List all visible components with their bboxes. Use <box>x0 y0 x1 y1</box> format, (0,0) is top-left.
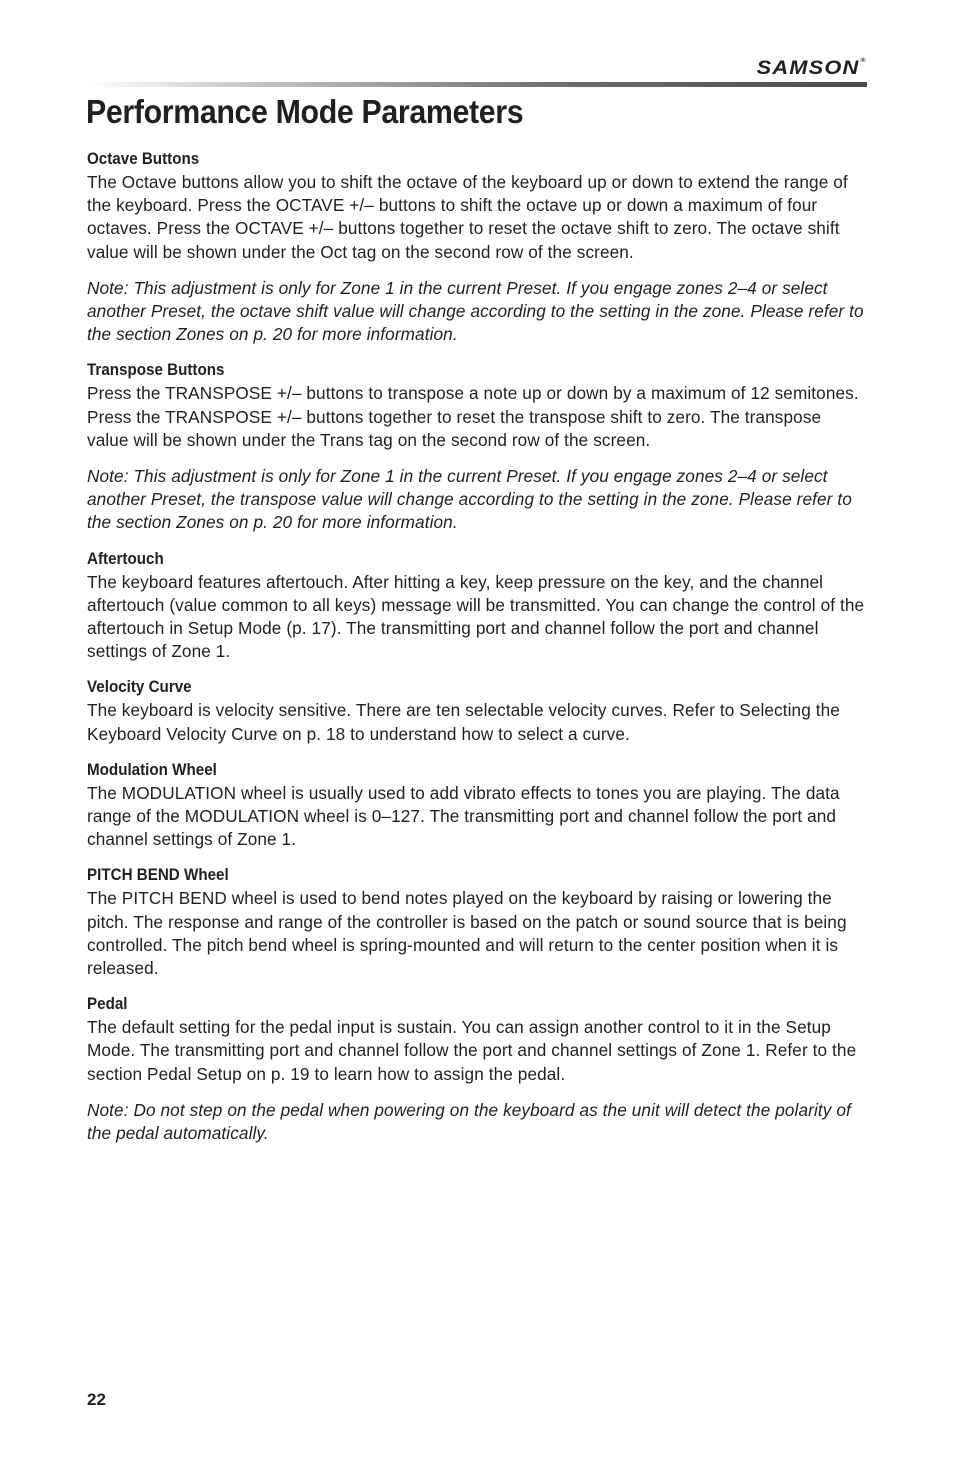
section-velocity-curve <box>87 676 867 745</box>
section-heading: Octave Buttons <box>87 150 200 168</box>
samson-logo <box>757 58 867 80</box>
section-body: The Octave buttons allow you to shift the octave of the keyboard up or down to extend the range of the keyboard. Press the OCTAVE +/– buttons to shift the octave up or down a maximum of four octaves. Press the OCTAVE +/– buttons together to reset the octave shift to zero. The octave shift value will be shown under the Oct tag on the second row of the screen. <box>87 172 848 262</box>
section-aftertouch <box>87 548 867 664</box>
main-content <box>87 148 867 1158</box>
section-heading: PITCH BEND Wheel <box>87 866 229 885</box>
section-body: The MODULATION wheel is usually used to add vibrato effects to tones you are playing. The data range of the MODULATION wheel is 0–127. The transmitting port and channel follow the port and channel settings of Zone 1. <box>87 782 840 850</box>
section-heading: Transpose Buttons <box>87 361 225 380</box>
section-body: The default setting for the pedal input is sustain. You can assign another control to it in the Setup Mode. The transmitting port and channel follow the port and channel settings of Zone 1. Refer to the section Pedal Setup on p. 19 to learn how to assign the pedal. <box>87 1017 857 1084</box>
section-heading: Pedal <box>87 995 128 1014</box>
section-heading: Aftertouch <box>87 549 164 568</box>
section-heading: Velocity Curve <box>87 678 192 697</box>
section-modulation-wheel <box>87 759 867 852</box>
section-body: The keyboard features aftertouch. After hitting a key, keep pressure on the key, and the channel aftertouch (value common to all keys) message will be transmitted. You can change the control of the aftertouch in Setup Mode (p. 17). The transmitting port and channel follow the port and channel settings of Zone 1. <box>87 571 865 662</box>
page-number: 22 <box>87 1390 106 1409</box>
section-pitch-bend-wheel <box>87 864 867 980</box>
section-octave-buttons <box>87 148 867 346</box>
section-transpose-buttons <box>87 359 867 534</box>
section-body: The PITCH BEND wheel is used to bend notes played on the keyboard by raising or lowering the pitch. The response and range of the controller is based on the patch or sound source that is being controlled. The pitch bend wheel is spring-mounted and will return to the center position when it is released. <box>87 888 847 979</box>
header-rule <box>86 82 867 87</box>
section-body: The keyboard is velocity sensitive. There are ten selectable velocity curves. Refer to Selecting the Keyboard Velocity Curve on p. 18 to understand how to select a curve. <box>87 700 840 744</box>
registered-mark: ® <box>860 58 867 64</box>
section-body: Press the TRANSPOSE +/– buttons to transpose a note up or down by a maximum of 12 semitones. Press the TRANSPOSE +/– buttons together to reset the transpose shift to zero. The transpose value will be shown under the Trans tag on the second row of the screen. <box>87 383 859 450</box>
page-title: Performance Mode Parameters <box>86 93 524 130</box>
section-note: Note: Do not step on the pedal when powering on the keyboard as the unit will detect the polarity of the pedal automatically. <box>87 1099 851 1144</box>
section-note: Note: This adjustment is only for Zone 1 in the current Preset. If you engage zones 2–4 or select another Preset, the octave shift value will change according to the setting in the zone. Please refer to the section Zones on p. 20 for more information. <box>87 277 864 345</box>
section-note: Note: This adjustment is only for Zone 1 in the current Preset. If you engage zones 2–4 or select another Preset, the transpose value will change according to the setting in the zone. Please refer to the section Zones on p. 20 for more information. <box>87 466 852 533</box>
section-pedal <box>87 993 867 1145</box>
section-heading: Modulation Wheel <box>87 760 217 779</box>
brand-name: SAMSON <box>756 58 860 79</box>
